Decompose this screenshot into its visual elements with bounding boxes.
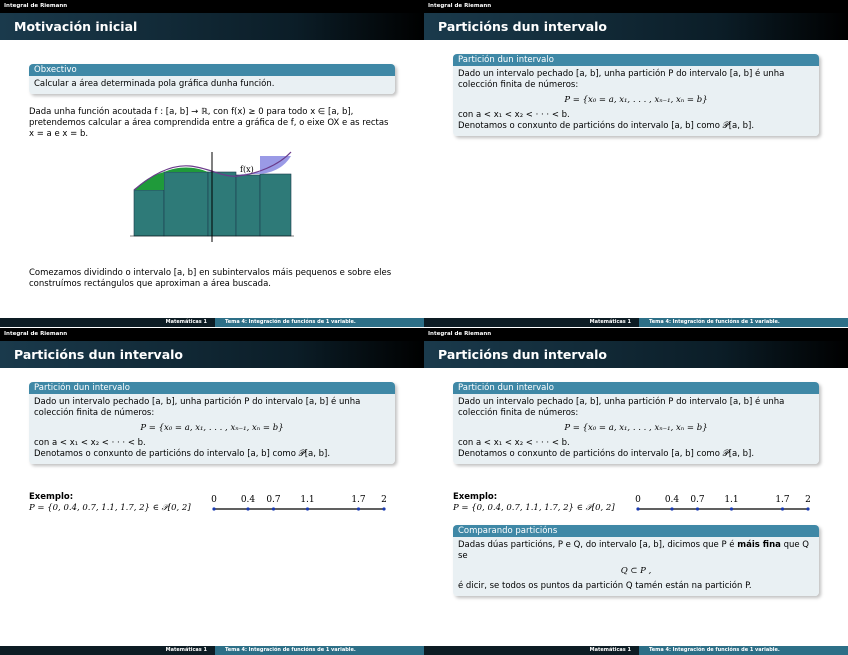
slide-header: Integral de Riemann	[424, 0, 848, 13]
partition-point-label: 1.7	[775, 495, 790, 505]
footer-topic: Tema 4: Integración de funcións de 1 variable.	[639, 318, 848, 327]
closing-paragraph: Comezamos dividindo o intervalo [a, b] en subintervalos máis pequenos e sobre eles construímos rectángulos que aproximan a área buscada.	[29, 268, 392, 289]
partition-point	[306, 507, 309, 510]
slide-footer	[0, 318, 424, 327]
compare-explain: é dicir, se todos os puntos da partición Q tamén están na partición P.	[458, 581, 752, 591]
partition-block	[453, 54, 819, 136]
footer-topic: Tema 4: Integración de funcións de 1 variable.	[639, 646, 848, 655]
objective-body: Calcular a área determinada pola gráfica dunha función.	[29, 76, 395, 94]
curve-label: f(x)	[240, 165, 254, 174]
partition-point-label: 0	[635, 495, 641, 505]
partition-point-label: 0	[211, 495, 217, 505]
partition-formula: P = {x₀ = a, x₁, . . . , xₙ₋₁, xₙ = b}	[140, 423, 284, 433]
partition-condition: con a < x₁ < x₂ < · · · < b.	[458, 438, 570, 448]
partition-block	[29, 382, 395, 464]
footer-course: Matemáticas 1	[0, 318, 215, 327]
partition-point-label: 2	[381, 495, 387, 505]
partition-head: Partición dun intervalo	[29, 382, 395, 394]
partition-point-label: 2	[805, 495, 811, 505]
rect-4	[236, 175, 260, 236]
partition-point	[781, 507, 784, 510]
slide-footer	[0, 646, 424, 655]
deficit-purple	[260, 156, 291, 174]
partition-point	[636, 507, 639, 510]
excess-green	[134, 172, 164, 190]
partition-point-label: 0.7	[690, 495, 705, 505]
compare-block	[453, 525, 819, 596]
slide-partition-example	[0, 328, 424, 655]
partition-set: Denotamos o conxunto de particións do intervalo [a, b] como 𝒫[a, b].	[34, 449, 331, 459]
footer-course: Matemáticas 1	[424, 646, 639, 655]
compare-head: Comparando particións	[453, 525, 819, 537]
partition-point	[670, 507, 673, 510]
slide-header: Integral de Riemann	[0, 328, 424, 341]
footer-course: Matemáticas 1	[0, 646, 215, 655]
partition-head: Partición dun intervalo	[453, 54, 819, 66]
partition-formula: P = {x₀ = a, x₁, . . . , xₙ₋₁, xₙ = b}	[564, 423, 708, 433]
slide-title: Particións dun intervalo	[0, 341, 424, 368]
partition-point	[272, 507, 275, 510]
rect-2	[164, 172, 208, 236]
partition-point-label: 1.1	[724, 495, 739, 505]
objective-block	[29, 64, 395, 94]
footer-topic: Tema 4: Integración de funcións de 1 variable.	[215, 318, 424, 327]
compare-pre: Dadas dúas particións, P e Q, do intervalo [a, b], dicimos que P é	[458, 540, 738, 550]
partition-point	[357, 507, 360, 510]
slide-title: Particións dun intervalo	[424, 341, 848, 368]
slide-header: Integral de Riemann	[0, 0, 424, 13]
partition-condition: con a < x₁ < x₂ < · · · < b.	[458, 110, 570, 120]
partition-point-label: 0.4	[664, 495, 680, 505]
intro-paragraph: Dada unha función acoutada f : [a, b] → ℝ, con f(x) ≥ 0 para todo x ∈ [a, b], pretendemos calcular a área comprendida entre a gráfica de f, o eixe OX e as rectas x = a e x = b.	[29, 107, 389, 139]
partition-head: Partición dun intervalo	[453, 382, 819, 394]
compare-bold: máis fina	[737, 540, 781, 550]
slide-motivation	[0, 0, 424, 327]
footer-topic: Tema 4: Integración de funcións de 1 variable.	[215, 646, 424, 655]
partition-def: Dado un intervalo pechado [a, b], unha partición P do intervalo [a, b] é unha colección finita de números:	[34, 397, 361, 418]
partition-formula: P = {x₀ = a, x₁, . . . , xₙ₋₁, xₙ = b}	[564, 95, 708, 105]
partition-point	[806, 507, 809, 510]
number-line	[630, 492, 816, 514]
slide-footer	[424, 646, 848, 655]
partition-point	[382, 507, 385, 510]
partition-point	[730, 507, 733, 510]
number-line	[206, 492, 392, 514]
partition-def: Dado un intervalo pechado [a, b], unha partición P do intervalo [a, b] é unha colección finita de números:	[458, 69, 785, 90]
slide-header: Integral de Riemann	[424, 328, 848, 341]
partition-point	[212, 507, 215, 510]
slide-title: Motivación inicial	[0, 13, 424, 40]
partition-point	[246, 507, 249, 510]
footer-course: Matemáticas 1	[424, 318, 639, 327]
slide-footer	[424, 318, 848, 327]
partition-set: Denotamos o conxunto de particións do intervalo [a, b] como 𝒫[a, b].	[458, 449, 755, 459]
slide-partition-compare	[424, 328, 848, 655]
rect-1	[134, 190, 164, 236]
example-label: Exemplo:	[29, 492, 74, 502]
rect-5	[260, 174, 291, 236]
partition-block	[453, 382, 819, 464]
compare-formula: Q ⊂ P ,	[620, 566, 652, 576]
slide-title: Particións dun intervalo	[424, 13, 848, 40]
example-formula: P = {0, 0.4, 0.7, 1.1, 1.7, 2} ∈ 𝒫[0, 2]	[453, 503, 615, 513]
partition-point-label: 1.1	[300, 495, 315, 505]
partition-point-label: 1.7	[351, 495, 366, 505]
partition-set: Denotamos o conxunto de particións do intervalo [a, b] como 𝒫[a, b].	[458, 121, 755, 131]
compare-def	[458, 540, 814, 562]
partition-condition: con a < x₁ < x₂ < · · · < b.	[34, 438, 146, 448]
example-formula: P = {0, 0.4, 0.7, 1.1, 1.7, 2} ∈ 𝒫[0, 2]	[29, 503, 191, 513]
compare-post: que Q se	[458, 540, 809, 561]
objective-head: Obxectivo	[29, 64, 395, 76]
partition-point-label: 0.4	[240, 495, 256, 505]
partition-point-label: 0.7	[266, 495, 281, 505]
partition-point	[696, 507, 699, 510]
riemann-figure	[128, 150, 298, 242]
example-label: Exemplo:	[453, 492, 498, 502]
slide-partition	[424, 0, 848, 327]
partition-def: Dado un intervalo pechado [a, b], unha partición P do intervalo [a, b] é unha colección finita de números:	[458, 397, 785, 418]
